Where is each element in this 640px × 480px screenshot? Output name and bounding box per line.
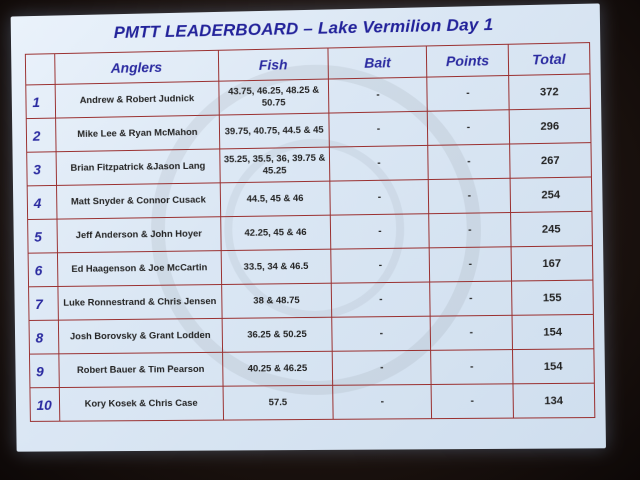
anglers-cell: Jeff Anderson & John Hoyer [57, 217, 221, 253]
total-cell: 254 [510, 177, 592, 213]
fish-cell: 42.25, 45 & 46 [221, 215, 331, 250]
points-cell: - [428, 110, 510, 146]
anglers-cell: Luke Ronnestrand & Chris Jensen [58, 285, 222, 321]
points-cell: - [427, 75, 509, 111]
total-cell: 154 [512, 349, 594, 384]
total-cell: 372 [508, 74, 590, 110]
rank-cell: 4 [27, 185, 57, 219]
bait-cell: - [329, 145, 428, 181]
header-fish: Fish [218, 48, 328, 81]
bait-cell: - [331, 282, 430, 317]
bait-cell: - [328, 77, 427, 113]
leaderboard-title: PMTT LEADERBOARD – Lake Vermilion Day 1 [113, 14, 494, 43]
rank-cell: 5 [28, 219, 58, 253]
bait-cell: - [332, 316, 431, 351]
rank-cell: 1 [26, 84, 56, 118]
header-total: Total [508, 43, 590, 76]
total-cell: 296 [509, 108, 591, 144]
total-cell: 155 [511, 280, 593, 315]
total-cell: 134 [513, 383, 595, 418]
rank-cell: 3 [27, 152, 57, 186]
fish-cell: 38 & 48.75 [221, 283, 331, 318]
rank-cell: 10 [30, 388, 60, 422]
bait-cell: - [329, 111, 428, 147]
anglers-cell: Kory Kosek & Chris Case [59, 386, 223, 421]
anglers-cell: Andrew & Robert Judnick [55, 81, 219, 118]
points-cell: - [431, 315, 513, 350]
anglers-cell: Josh Borovsky & Grant Lodden [58, 318, 222, 353]
anglers-cell: Ed Haagenson & Joe McCartin [57, 251, 221, 287]
anglers-cell: Robert Bauer & Tim Pearson [59, 352, 223, 387]
total-cell: 245 [510, 211, 592, 246]
fish-cell: 36.25 & 50.25 [222, 317, 332, 352]
bait-cell: - [331, 248, 430, 283]
fish-cell: 33.5, 34 & 46.5 [221, 249, 331, 284]
rank-cell: 2 [26, 118, 56, 152]
bait-cell: - [332, 350, 431, 385]
anglers-cell: Mike Lee & Ryan McMahon [56, 115, 220, 152]
points-cell: - [430, 281, 512, 316]
bait-cell: - [333, 384, 432, 419]
fish-cell: 44.5, 45 & 46 [220, 181, 330, 217]
points-cell: - [432, 384, 514, 419]
header-points: Points [427, 44, 509, 77]
points-cell: - [430, 247, 512, 282]
total-cell: 267 [509, 143, 591, 179]
bait-cell: - [330, 180, 429, 216]
table-row [29, 314, 594, 354]
rank-cell: 9 [29, 354, 59, 388]
fish-cell: 40.25 & 46.25 [222, 351, 332, 386]
projection-screen [11, 3, 606, 451]
header-rank [25, 54, 55, 85]
anglers-cell: Brian Fitzpatrick &Jason Lang [56, 149, 220, 185]
bait-cell: - [330, 214, 429, 249]
table-row [30, 383, 595, 421]
points-cell: - [429, 178, 511, 213]
fish-cell: 57.5 [223, 385, 333, 420]
rank-cell: 8 [29, 320, 59, 354]
leaderboard-table [25, 42, 596, 422]
anglers-cell: Matt Snyder & Connor Cusack [56, 183, 220, 219]
fish-cell: 35.25, 35.5, 36, 39.75 & 45.25 [220, 147, 330, 183]
points-cell: - [428, 144, 510, 180]
total-cell: 167 [511, 246, 593, 281]
header-anglers: Anglers [55, 50, 219, 84]
total-cell: 154 [512, 314, 594, 349]
header-bait: Bait [328, 46, 427, 79]
rank-cell: 6 [28, 253, 58, 287]
points-cell: - [429, 213, 511, 248]
rank-cell: 7 [29, 286, 59, 320]
points-cell: - [431, 350, 513, 385]
fish-cell: 39.75, 40.75, 44.5 & 45 [219, 113, 329, 149]
fish-cell: 43.75, 46.25, 48.25 & 50.75 [219, 79, 329, 115]
table-row [29, 349, 594, 388]
